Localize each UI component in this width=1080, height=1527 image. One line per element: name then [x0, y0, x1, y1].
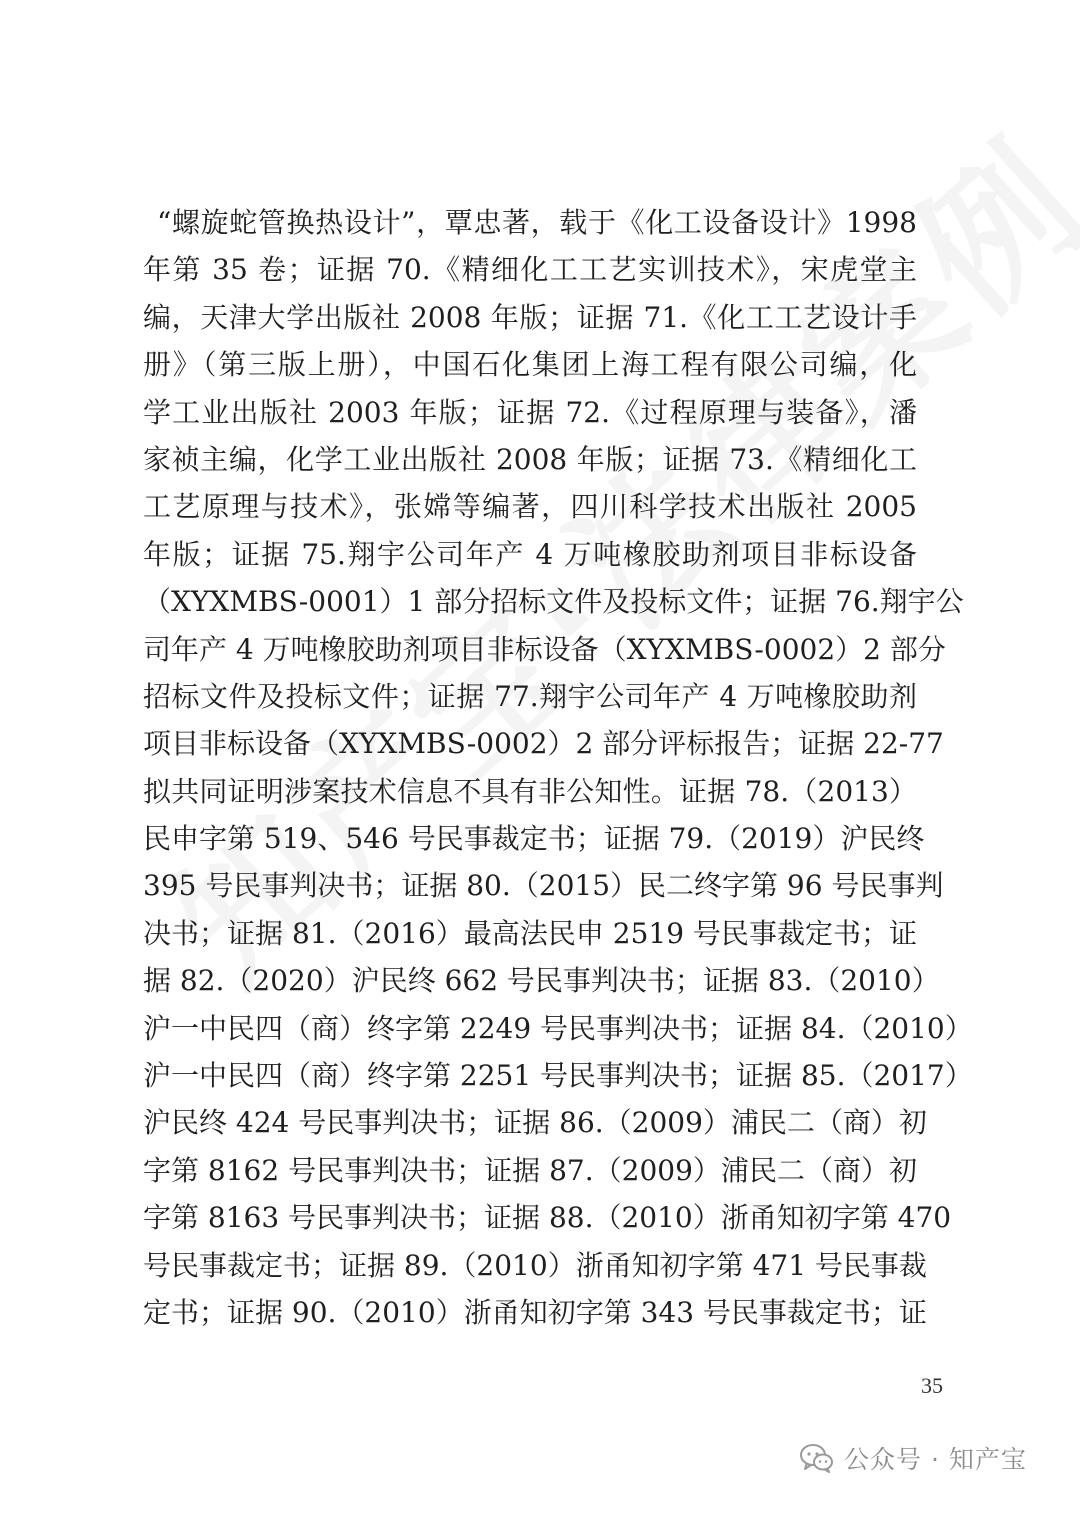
footer-brand: [800, 1438, 1027, 1478]
body-line: “螺旋蛇管换热设计”，覃忠著，载于《化工设备设计》1998: [157, 206, 917, 239]
body-line: 号民事裁定书；证据 89.（2010）浙甬知初字第 471 号民事裁: [143, 1248, 927, 1282]
body-line: 沪一中民四（商）终字第 2249 号民事判决书；证据 84.（2010）: [143, 1011, 973, 1045]
body-line: 字第 8162 号民事判决书；证据 87.（2009）浦民二（商）初: [143, 1153, 917, 1187]
document-body: [143, 199, 973, 1336]
wechat-icon: [800, 1443, 834, 1473]
body-line: 司年产 4 万吨橡胶助剂项目非标设备（XYXMBS-0002）2 部分: [143, 632, 946, 666]
body-line: 拟共同证明涉案技术信息不具有非公知性。证据 78.（2013）: [143, 774, 917, 808]
body-line: 沪民终 424 号民事判决书；证据 86.（2009）浦民二（商）初: [143, 1106, 927, 1140]
body-line: 招标文件及投标文件；证据 77.翔宇公司年产 4 万吨橡胶助剂: [143, 679, 917, 713]
body-line: 民申字第 519、546 号民事裁定书；证据 79.（2019）沪民终: [143, 822, 925, 856]
body-line: 395 号民事判决书；证据 80.（2015）民二终字第 96 号民事判: [143, 869, 944, 903]
body-line: 沪一中民四（商）终字第 2251 号民事判决书；证据 85.（2017）: [143, 1059, 973, 1093]
body-line: 决书；证据 81.（2016）最高法民申 2519 号民事裁定书；证: [143, 916, 917, 950]
body-line: （XYXMBS-0001）1 部分招标文件及投标文件；证据 76.翔宇公: [143, 585, 964, 619]
body-line: 年第 35 卷；证据 70.《精细化工工艺实训技术》，宋虎堂主: [143, 253, 917, 287]
body-line: 册》（第三版上册），中国石化集团上海工程有限公司编，化: [143, 348, 917, 382]
body-line: 字第 8163 号民事判决书；证据 88.（2010）浙甬知初字第 470: [143, 1201, 952, 1235]
body-line: 工艺原理与技术》，张嫦等编著，四川科学技术出版社 2005: [143, 490, 917, 524]
body-line: 学工业出版社 2003 年版；证据 72.《过程原理与装备》，潘: [143, 395, 917, 429]
body-line: 编，天津大学出版社 2008 年版；证据 71.《化工工艺设计手: [143, 300, 917, 334]
page-number: 35: [921, 1373, 943, 1398]
footer-brand-text: 公众号 · 知产宝: [844, 1445, 1027, 1474]
body-line: 项目非标设备（XYXMBS-0002）2 部分评标报告；证据 22-77: [143, 727, 944, 761]
body-line: 据 82.（2020）沪民终 662 号民事判决书；证据 83.（2010）: [143, 964, 940, 998]
body-line: 家祯主编，化学工业出版社 2008 年版；证据 73.《精细化工: [143, 442, 917, 476]
body-line: 定书；证据 90.（2010）浙甬知初字第 343 号民事裁定书；证: [143, 1295, 927, 1329]
body-line: 年版；证据 75.翔宇公司年产 4 万吨橡胶助剂项目非标设备: [143, 537, 917, 571]
